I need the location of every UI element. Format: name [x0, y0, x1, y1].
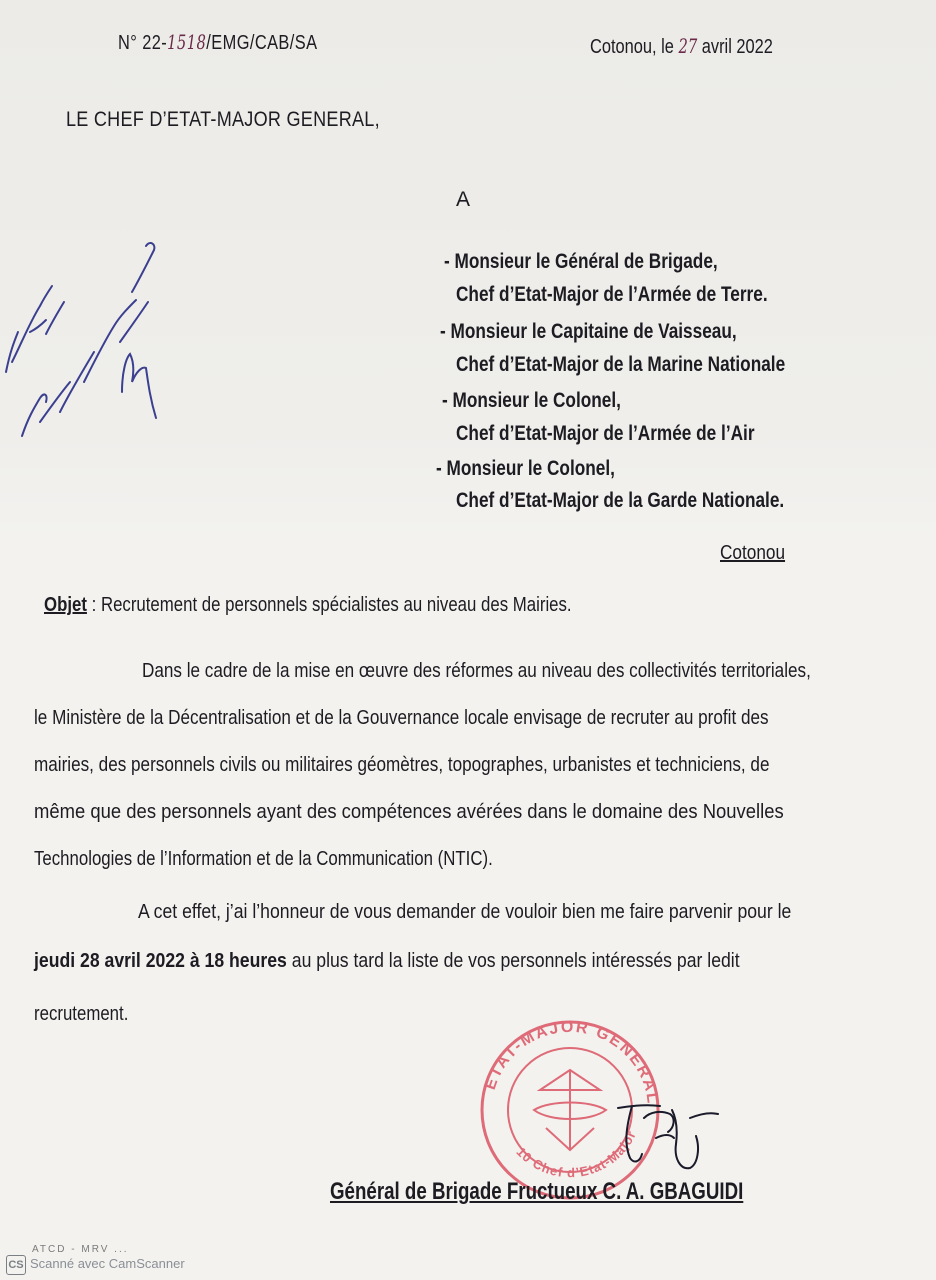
handwritten-signature [600, 1088, 720, 1178]
letter-date: Cotonou, le 27 avril 2022 [590, 34, 773, 58]
recipient-3-title: - Monsieur le Colonel, [442, 389, 621, 412]
recipients-city: Cotonou [720, 542, 786, 564]
scanner-footer [0, 1250, 936, 1280]
sender-title: LE CHEF D’ETAT-MAJOR GENERAL, [66, 108, 380, 131]
addressee-label: A [456, 188, 471, 211]
recipient-4-title: - Monsieur le Colonel, [436, 457, 615, 480]
body-p1-line1: Dans le cadre de la mise en œuvre des réformes au niveau des collectivités territoriales, [142, 659, 811, 682]
recipient-1-role: Chef d’Etat-Major de l’Armée de Terre. [456, 283, 768, 306]
camscanner-logo-icon: CS [6, 1255, 26, 1275]
body-p1-line2: le Ministère de la Décentralisation et de la Gouvernance locale envisage de recruter au profit des [34, 706, 769, 729]
subject-line [44, 594, 572, 617]
recipient-2-title: - Monsieur le Capitaine de Vaisseau, [440, 320, 737, 343]
recipient-4-role: Chef d’Etat-Major de la Garde Nationale. [456, 489, 785, 512]
body-p2-line2: jeudi 28 avril 2022 à 18 heures au plus tard la liste de vos personnels intéressés par ledit [34, 949, 740, 972]
body-p1-line3: mairies, des personnels civils ou militaires géomètres, topographes, urbanistes et techniciens, de [34, 753, 770, 776]
body-p1-line5: Technologies de l’Information et de la Communication (NTIC). [34, 847, 493, 870]
body-p1-line4: même que des personnels ayant des compétences avérées dans le domaine des Nouvelles [34, 800, 784, 823]
handwritten-margin-note [0, 222, 170, 482]
subject-label: Objet [44, 594, 87, 616]
deadline: jeudi 28 avril 2022 à 18 heures [34, 949, 287, 972]
signatory-name: Général de Brigade Fructueux C. A. GBAGUIDI [330, 1178, 744, 1205]
body-p2-line3: recrutement. [34, 1002, 129, 1025]
recipient-1-title: - Monsieur le Général de Brigade, [444, 250, 718, 273]
recipient-2-role: Chef d’Etat-Major de la Marine Nationale [456, 353, 786, 376]
subject-text: : Recrutement de personnels spécialistes au niveau des Mairies. [86, 594, 572, 616]
scanner-watermark-text: Scanné avec CamScanner [30, 1256, 185, 1271]
recipient-3-role: Chef d’Etat-Major de l’Armée de l’Air [456, 422, 755, 445]
cutoff-text: ATCD - MRV ... [32, 1244, 129, 1255]
body-p2-line1: A cet effet, j’ai l’honneur de vous demander de vouloir bien me faire parvenir pour le [138, 900, 792, 923]
reference-number: N° 22-1518/EMG/CAB/SA [118, 30, 318, 54]
svg-text:10 Chef d’Etat-Major: 10 Chef d’Etat-Major [513, 1127, 640, 1181]
svg-text:ETAT-MAJOR GENERAL: ETAT-MAJOR GENERAL [481, 1018, 661, 1106]
